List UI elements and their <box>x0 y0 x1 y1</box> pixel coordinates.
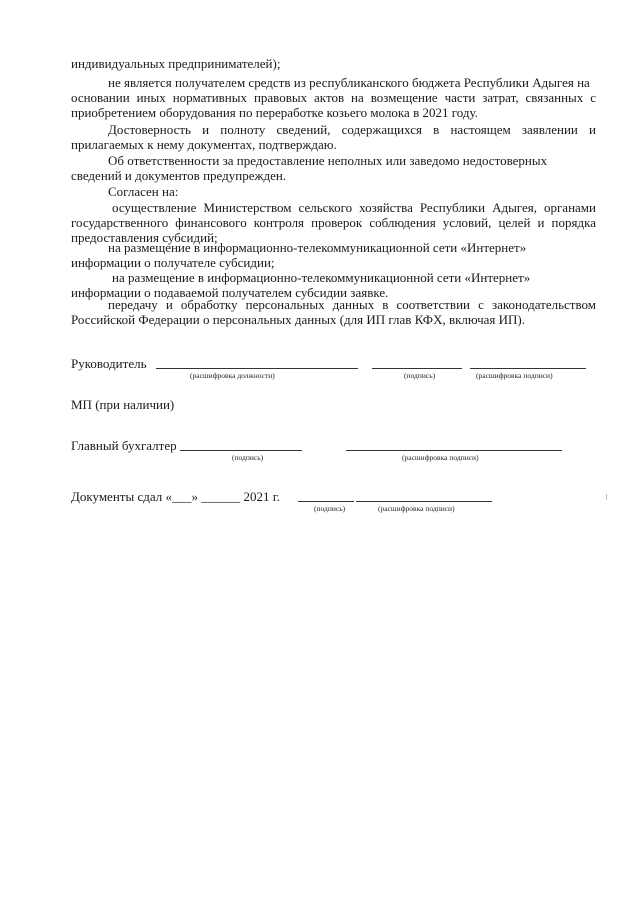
caption-signature: (подпись) <box>314 504 346 513</box>
caption-decode: (расшифровка подписи) <box>402 453 479 462</box>
decode-line <box>346 450 562 451</box>
text-line: Согласен на: <box>108 184 179 199</box>
caption-signature: (подпись) <box>232 453 264 462</box>
head-label: Руководитель <box>71 356 147 371</box>
text-line: государственного финансового контроля проверок соблюдения условий, целей и порядка <box>71 215 596 230</box>
text-line: на размещение в информационно-телекоммуникационной сети «Интернет» <box>108 240 527 255</box>
decode-line <box>470 368 586 369</box>
decode-line <box>356 501 492 502</box>
text-line: предоставления субсидий; <box>71 230 218 245</box>
caption-decode: (расшифровка подписи) <box>476 371 553 380</box>
signature-line <box>372 368 462 369</box>
caption-signature: (подпись) <box>404 371 436 380</box>
text-line: прилагаемых к нему документах, подтверждаю. <box>71 137 337 152</box>
text-line: индивидуальных предпринимателей); <box>71 56 281 71</box>
text-line: приобретением оборудования по переработке козьего молока в 2021 году. <box>71 105 478 120</box>
documents-label: Документы сдал «___» ______ 2021 г. <box>71 489 280 504</box>
accountant-label: Главный бухгалтер <box>71 438 177 453</box>
text-line: основании иных нормативных правовых актов на возмещение части затрат, связанных с <box>71 90 596 105</box>
text-line: сведений и документов предупрежден. <box>71 168 287 183</box>
text-line: информации о получателе субсидии; <box>71 255 275 270</box>
signature-line <box>298 501 354 502</box>
text-line: Достоверность и полноту сведений, содержащихся в настоящем заявлении и <box>108 122 596 137</box>
text-line: информации о подаваемой получателем субсидии заявке. <box>71 285 389 300</box>
margin-mark <box>606 494 607 500</box>
caption-position: (расшифровка должности) <box>190 371 275 380</box>
text-line: Российской Федерации о персональных данных (для ИП глав КФХ, включая ИП). <box>71 312 526 327</box>
text-line: передачу и обработку персональных данных в соответствии с законодательством <box>108 297 596 312</box>
position-line <box>156 368 358 369</box>
stamp-label: МП (при наличии) <box>71 397 175 412</box>
signature-line <box>180 450 302 451</box>
text-line: не является получателем средств из республиканского бюджета Республики Адыгея на <box>108 75 590 90</box>
caption-decode: (расшифровка подписи) <box>378 504 455 513</box>
text-line: Об ответственности за предоставление неполных или заведомо недостоверных <box>108 153 548 168</box>
text-line: на размещение в информационно-телекоммуникационной сети «Интернет» <box>112 270 531 285</box>
text-line: осуществление Министерством сельского хозяйства Республики Адыгея, органами <box>112 200 596 215</box>
